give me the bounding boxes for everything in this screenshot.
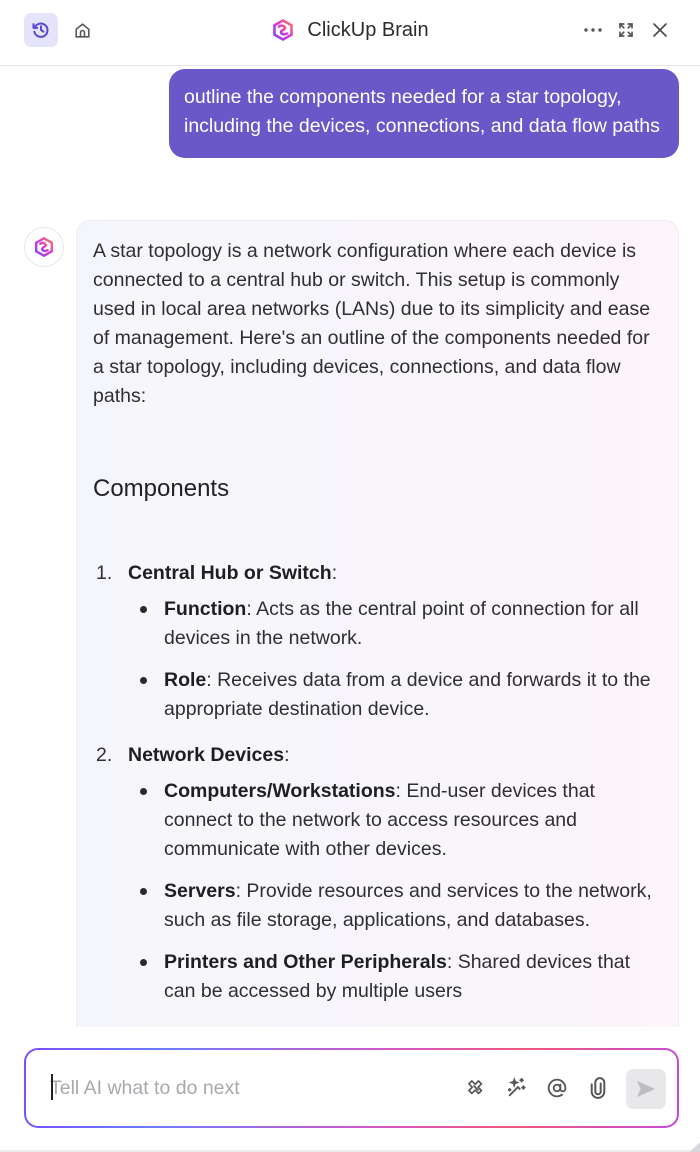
chat-thread[interactable] (0, 67, 700, 1027)
send-icon (635, 1079, 657, 1099)
list-item: 1. Central Hub or Switch: Function: Acts as the central point of connection for all devices in the network. Role: Receives data from a device and forwards it to the appropriate destination device. (93, 559, 662, 724)
resize-handle[interactable] (690, 1142, 700, 1152)
list-item-title: Network Devices (128, 744, 285, 766)
more-options-button[interactable] (576, 13, 610, 47)
term: Computers/Workstations (164, 780, 396, 802)
description: : Receives data from a device and forwards it to the appropriate destination device. (164, 669, 651, 720)
connectors-button[interactable] (461, 1072, 491, 1104)
description: : Acts as the central point of connection for all devices in the network. (164, 598, 639, 649)
bullet-icon (140, 959, 147, 966)
description: : Provide resources and services to the network, such as file storage, applications, and databases. (164, 880, 652, 931)
attach-icon (589, 1077, 607, 1099)
description: : End-user devices that connect to the network to access resources and communicate with other devices. (164, 780, 595, 860)
magic-wand-icon (506, 1077, 528, 1099)
send-button[interactable] (626, 1069, 666, 1109)
term: Function (164, 598, 247, 620)
bullet-icon (140, 606, 147, 613)
close-button[interactable] (643, 13, 677, 47)
composer (24, 1048, 679, 1128)
attach-button[interactable] (583, 1072, 613, 1104)
page-title: ClickUp Brain (307, 18, 429, 41)
sub-list-item (128, 666, 662, 724)
section-heading: Components (93, 475, 230, 502)
sub-list-item (128, 777, 662, 864)
mention-button[interactable] (542, 1072, 572, 1104)
text-caret (51, 1074, 53, 1100)
ai-intro: A star topology is a network configuration where each device is connected to a central hub or switch. This setup is commonly used in local area networks (LANs) due to its simplicity and ease of management. Here's an outline of the components needed for a star topology, including devices, connections, and data flow paths: (93, 240, 651, 407)
magic-wand-button[interactable] (502, 1072, 532, 1104)
description: : Shared devices that can be accessed by multiple users (164, 951, 631, 1002)
term: Role (164, 669, 207, 691)
term: Servers (164, 880, 236, 902)
list-number: 1. (96, 562, 113, 584)
components-list (93, 559, 662, 1006)
term: Printers and Other Peripherals (164, 951, 447, 973)
ai-response (76, 220, 679, 1027)
header (0, 0, 700, 66)
bullet-icon (140, 677, 147, 684)
list-number: 2. (96, 744, 113, 766)
list-item: 2. Network Devices: Computers/Workstations: End-user devices that connect to the network to access resources and communicate with other devices. Servers: Provide resources and services to the network, such as file storage, applications, and databases. Printers and Other Peripherals: Shared devices that can be accessed by multiple users (93, 741, 662, 1006)
sub-list-item (128, 948, 662, 1006)
prompt-input[interactable] (50, 1072, 450, 1104)
sub-list (128, 777, 662, 1006)
expand-button[interactable] (609, 13, 643, 47)
more-horizontal-icon (583, 27, 603, 33)
close-icon (651, 21, 669, 39)
list-item-title: Central Hub or Switch (128, 562, 332, 584)
bullet-icon (140, 788, 147, 795)
connectors-icon (466, 1078, 486, 1098)
sub-list-item (128, 877, 662, 935)
clickup-brain-logo (33, 236, 55, 258)
ai-avatar (24, 227, 64, 267)
composer-inner (26, 1050, 677, 1126)
sub-list (128, 595, 662, 724)
bullet-icon (140, 888, 147, 895)
expand-icon (617, 21, 635, 39)
mention-icon (547, 1078, 567, 1098)
sub-list-item (128, 595, 662, 653)
user-message: outline the components needed for a star topology, including the devices, connections, and data flow paths (169, 69, 679, 158)
clickup-brain-logo (271, 18, 295, 42)
